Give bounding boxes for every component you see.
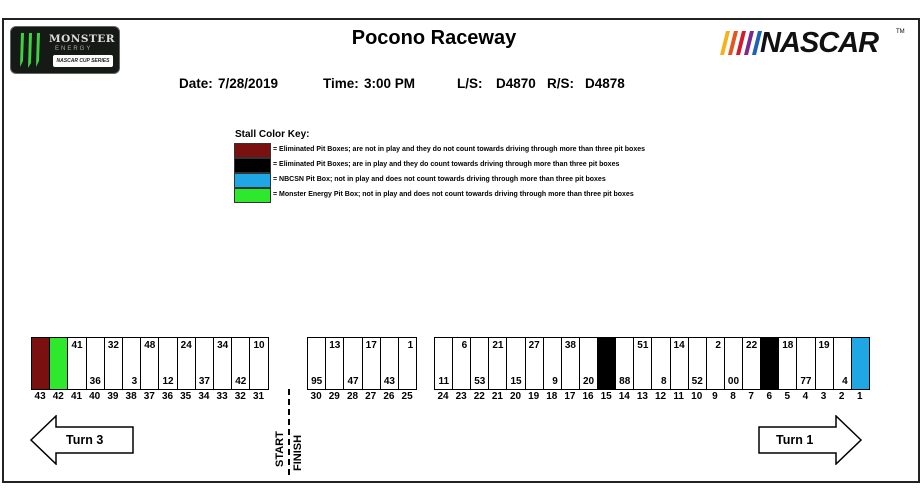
pit-stall — [579, 337, 598, 390]
stall-car-number: 15 — [510, 376, 522, 387]
color-key-text: = Eliminated Pit Boxes; are not in play and they do not count towards driving through more than three pit boxes — [273, 146, 646, 153]
trademark-mark: TM — [896, 29, 905, 35]
finish-label: FINISH — [292, 434, 304, 471]
pit-stall — [122, 337, 141, 390]
pit-stall — [231, 337, 250, 390]
stall-car-number: 6 — [461, 340, 468, 351]
pit-stall — [307, 337, 326, 390]
date-label: Date: — [179, 76, 213, 91]
stall-car-number: 12 — [162, 376, 174, 387]
pit-box-number: 25 — [401, 391, 413, 402]
pit-box-number: 11 — [673, 391, 684, 402]
stall-car-number: 52 — [691, 376, 703, 387]
pit-stall — [778, 337, 797, 390]
pit-stall — [31, 337, 50, 390]
pit-box-number: 10 — [691, 391, 703, 402]
pit-box-number: 1 — [857, 391, 863, 402]
pit-box-number: 27 — [365, 391, 377, 402]
pit-stall — [833, 337, 852, 390]
color-key-text: = Eliminated Pit Boxes; are in play and they do count towards driving through more than three pit boxes — [273, 161, 620, 168]
pit-stall — [670, 337, 689, 390]
color-key-swatch — [234, 173, 271, 188]
pit-stall — [380, 337, 399, 390]
stall-car-number: 21 — [492, 340, 504, 351]
pit-stall — [362, 337, 381, 390]
stall-car-number: 4 — [842, 376, 848, 387]
energy-logo-text: ENERGY — [55, 46, 93, 52]
time-value: 3:00 PM — [364, 76, 416, 91]
date-value: 7/28/2019 — [218, 76, 279, 91]
pit-stall — [343, 337, 362, 390]
pit-box-number: 9 — [712, 391, 718, 402]
stall-car-number: 77 — [800, 376, 812, 387]
pit-box-number: 32 — [234, 391, 246, 402]
pit-stall — [325, 337, 344, 390]
color-key-swatch — [234, 188, 271, 203]
pit-stall — [398, 337, 417, 390]
pit-box-number: 34 — [198, 391, 210, 402]
ls-label: L/S: — [457, 76, 483, 91]
pit-stall — [760, 337, 779, 390]
rs-value: D4878 — [585, 76, 625, 91]
pit-stall — [561, 337, 580, 390]
stall-car-number: 47 — [347, 376, 359, 387]
pit-stall — [470, 337, 489, 390]
color-key-swatch — [234, 143, 271, 158]
pit-stall — [104, 337, 123, 390]
pit-box-number: 7 — [748, 391, 754, 402]
stall-car-number: 17 — [365, 340, 377, 351]
pit-box-number: 13 — [636, 391, 648, 402]
stall-car-number: 19 — [818, 340, 830, 351]
pit-stall — [452, 337, 471, 390]
pit-box-number: 36 — [161, 391, 174, 402]
stall-car-number: 27 — [528, 340, 540, 351]
pit-stall — [213, 337, 232, 390]
pit-box-number: 4 — [802, 391, 809, 402]
stall-car-number: 2 — [715, 340, 721, 351]
pit-stall — [140, 337, 159, 390]
pit-box-number: 18 — [546, 391, 558, 402]
pit-stall — [615, 337, 634, 390]
pit-stall — [543, 337, 562, 390]
pit-box-number: 35 — [180, 391, 192, 402]
stall-car-number: 34 — [217, 340, 229, 351]
start-label: START — [274, 431, 286, 467]
pit-box-number: 6 — [766, 391, 772, 402]
stall-car-number: 88 — [619, 376, 631, 387]
stall-car-number: 11 — [438, 376, 450, 387]
pit-box-number: 23 — [455, 391, 467, 402]
cup-series-logo-text: NASCAR CUP SERIES — [53, 55, 113, 67]
pit-box-number: 15 — [600, 391, 612, 402]
stall-car-number: 13 — [329, 340, 341, 351]
stall-color-key-title: Stall Color Key: — [235, 129, 310, 140]
pit-box-number: 16 — [582, 391, 594, 402]
time-label: Time: — [323, 76, 359, 91]
pit-box-number: 8 — [730, 391, 736, 402]
nascar-logo-text: NASCAR — [760, 27, 879, 59]
pit-stall — [724, 337, 743, 390]
pit-stall — [488, 337, 507, 390]
pit-stall — [86, 337, 105, 390]
pit-box-number: 14 — [618, 391, 630, 402]
pit-box-number: 39 — [107, 391, 119, 402]
pit-box-number: 29 — [328, 391, 340, 402]
pit-box-number: 37 — [143, 391, 155, 402]
pit-stall — [506, 337, 525, 390]
stall-car-number: 20 — [582, 376, 595, 387]
pit-stall — [597, 337, 616, 390]
stall-car-number: 95 — [311, 376, 323, 387]
stall-car-number: 43 — [383, 376, 395, 387]
ls-value: D4870 — [496, 76, 536, 91]
stall-car-number: 14 — [673, 340, 685, 351]
pit-box-number: 17 — [564, 391, 576, 402]
color-key-text: = Monster Energy Pit Box; not in play and does not count towards driving through more than three pit boxes — [273, 191, 634, 198]
stall-car-number: 10 — [253, 340, 265, 351]
stall-car-number: 41 — [71, 340, 83, 351]
pit-stall — [742, 337, 761, 390]
stall-car-number: 1 — [407, 340, 414, 351]
stall-car-number: 36 — [89, 376, 101, 387]
pit-stall — [434, 337, 453, 390]
pit-box-number: 26 — [383, 391, 395, 402]
pit-box-number: 31 — [252, 391, 265, 402]
pit-box-number: 42 — [52, 391, 64, 402]
pit-stall — [158, 337, 177, 390]
pit-box-number: 43 — [34, 391, 46, 402]
pit-stall — [651, 337, 670, 390]
pit-box-number: 2 — [838, 391, 845, 402]
turn-3-label: Turn 3 — [66, 433, 104, 447]
start-finish-line — [288, 389, 290, 475]
pit-box-number: 38 — [125, 391, 137, 402]
pit-box-number: 28 — [346, 391, 359, 402]
pit-box-number: 5 — [784, 391, 791, 402]
pit-stall — [525, 337, 544, 390]
turn-1-arrow — [758, 415, 862, 465]
stall-car-number: 37 — [198, 376, 210, 387]
stall-car-number: 42 — [235, 376, 247, 387]
nascar-stripes-icon — [720, 31, 764, 55]
pit-box-number: 41 — [70, 391, 83, 402]
pit-box-number: 22 — [473, 391, 485, 402]
pit-stall — [706, 337, 725, 390]
pit-box-number: 33 — [216, 391, 228, 402]
stall-car-number: 24 — [180, 340, 192, 351]
monster-logo-text: MONSTER — [49, 33, 115, 45]
stall-car-number: 38 — [564, 340, 576, 351]
nascar-logo — [720, 27, 905, 63]
pit-stall — [851, 337, 870, 390]
pit-box-number: 12 — [654, 391, 667, 402]
pit-stall — [688, 337, 707, 390]
stall-car-number: 9 — [552, 376, 558, 387]
pit-box-number: 20 — [509, 391, 522, 402]
stall-car-number: 00 — [727, 376, 740, 387]
stall-car-number: 51 — [637, 340, 649, 351]
track-title: Pocono Raceway — [351, 27, 517, 49]
pit-box-number: 24 — [437, 391, 449, 402]
stall-car-number: 18 — [782, 340, 794, 351]
stall-car-number: 3 — [131, 376, 138, 387]
pit-stall — [796, 337, 815, 390]
stall-car-number: 8 — [660, 376, 667, 387]
pit-stall — [815, 337, 834, 390]
pit-box-number: 40 — [89, 391, 101, 402]
stall-car-number: 22 — [746, 340, 758, 351]
pit-box-number: 21 — [491, 391, 503, 402]
turn-1-label: Turn 1 — [776, 433, 814, 447]
pit-box-number: 19 — [528, 391, 540, 402]
pit-stall — [49, 337, 68, 390]
stall-car-number: 48 — [144, 340, 156, 351]
color-key-swatch — [234, 158, 271, 173]
stall-car-number: 53 — [474, 376, 486, 387]
pit-stall — [633, 337, 652, 390]
pit-stall — [67, 337, 86, 390]
rs-label: R/S: — [547, 76, 574, 91]
pit-stall — [249, 337, 268, 390]
stall-car-number: 32 — [107, 340, 119, 351]
pit-stall — [195, 337, 214, 390]
turn-3-arrow — [30, 415, 134, 465]
pit-stall — [177, 337, 196, 390]
color-key-text: = NBCSN Pit Box; not in play and does not count towards driving through more than three pit boxes — [273, 176, 606, 183]
pit-box-number: 30 — [310, 391, 322, 402]
pit-box-number: 3 — [820, 391, 827, 402]
